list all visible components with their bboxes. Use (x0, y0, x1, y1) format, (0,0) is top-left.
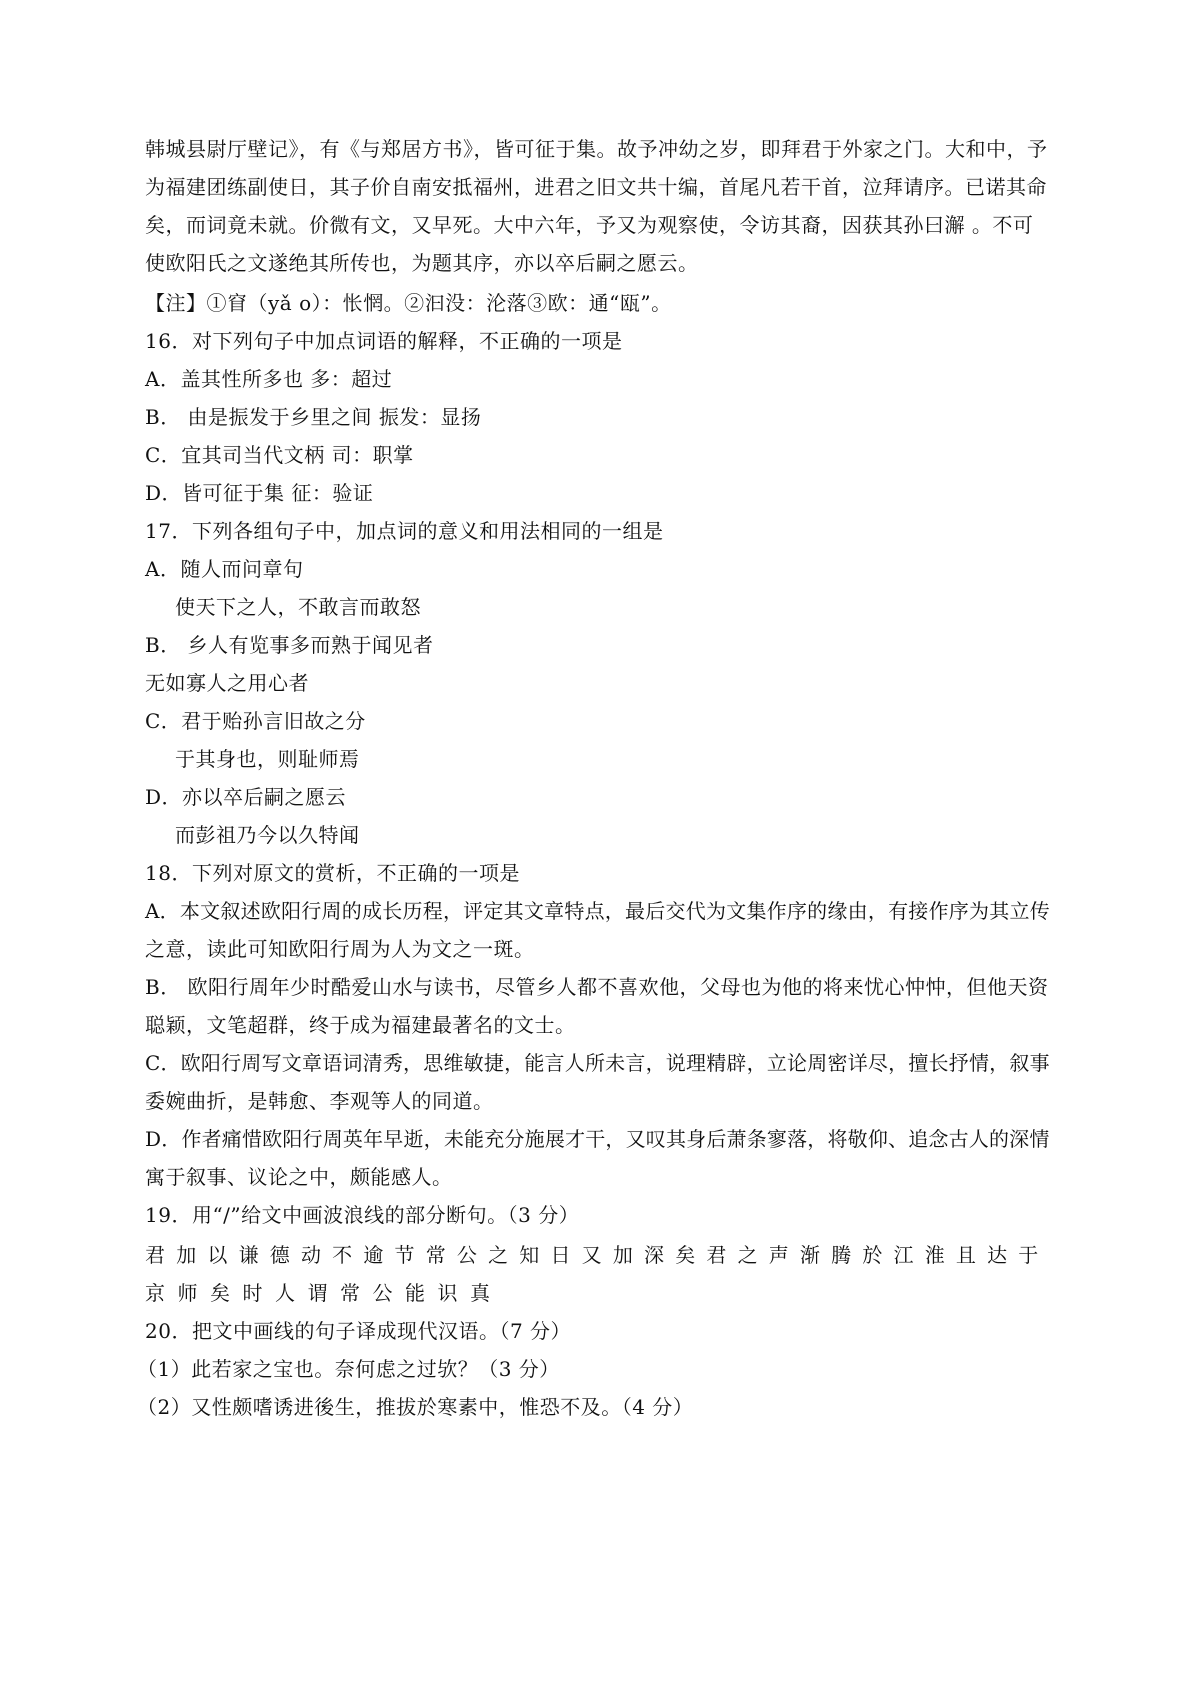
q18-option-d-line1: D．作者痛惜欧阳行周英年早逝，未能充分施展才干，又叹其身后萧条寥落，将敬仰、追念古人的深情 (145, 1127, 1050, 1151)
q19-stem: 19．用“/”给文中画波浪线的部分断句。（3 分） (145, 1203, 580, 1227)
q17-stem: 17．下列各组句子中，加点词的意义和用法相同的一组是 (145, 519, 664, 543)
q16-stem: 16．对下列句子中加点词语的解释，不正确的一项是 (145, 329, 623, 353)
q18-option-b-line1: B． 欧阳行周年少时酷爱山水与读书，尽管乡人都不喜欢他，父母也为他的将来忧心忡忡，但他天资 (145, 975, 1049, 999)
annotation-note: 【注】①窅（yǎ o）：怅惘。②汩没：沦落③欧：通“瓯”。 (145, 291, 672, 315)
q20-sentence-2: （2）又性颇嗜诱进後生，推拔於寒素中，惟恐不及。（4 分） (137, 1395, 694, 1419)
passage-line-3: 矣，而词竟未就。价微有文，又早死。大中六年，予又为观察使，令访其裔，因获其孙曰澥 。不可 (145, 213, 1034, 237)
passage-line-4: 使欧阳氏之文遂绝其所传也，为题其序，亦以卒后嗣之愿云。 (145, 251, 699, 275)
q18-option-d-line2: 寓于叙事、议论之中，颇能感人。 (145, 1165, 453, 1189)
q17-option-a-line2: 使天下之人，不敢言而敢怒 (175, 595, 421, 619)
q17-option-c-line1: C．君于贻孙言旧故之分 (145, 709, 366, 733)
q18-option-c-line1: C．欧阳行周写文章语词清秀，思维敏捷，能言人所未言，说理精辟，立论周密详尽，擅长抒情，叙事 (145, 1051, 1050, 1075)
q17-option-d-line1: D．亦以卒后嗣之愿云 (145, 785, 347, 809)
passage-line-1: 韩城县尉厅壁记》，有《与郑居方书》，皆可征于集。故予冲幼之岁，即拜君于外家之门。大和中，予 (145, 137, 1048, 161)
q16-option-c: C．宜其司当代文柄 司：职掌 (145, 443, 414, 467)
q17-option-b-line1: B． 乡人有览事多而熟于闻见者 (145, 633, 434, 657)
q18-option-a-line1: A．本文叙述欧阳行周的成长历程，评定其文章特点，最后交代为文集作序的缘由，有接作序为其立传 (145, 899, 1050, 923)
q16-option-a: A．盖其性所多也 多：超过 (145, 367, 393, 391)
q17-option-c-line2: 于其身也，则耻师焉 (175, 747, 360, 771)
passage-line-2: 为福建团练副使日，其子价自南安抵福州，进君之旧文共十编，首尾凡若干首，泣拜请序。已诺其命 (145, 175, 1047, 199)
q16-option-d: D．皆可征于集 征：验证 (145, 481, 374, 505)
q19-passage-line1: 君加以谦德动不逾节常公之知日又加深矣君之声渐腾於江淮且达于 (145, 1243, 1050, 1267)
q20-stem: 20．把文中画线的句子译成现代汉语。（7 分） (145, 1319, 572, 1343)
q18-option-b-line2: 聪颖，文笔超群，终于成为福建最著名的文士。 (145, 1013, 576, 1037)
q18-option-a-line2: 之意，读此可知欧阳行周为人为文之一斑。 (145, 937, 535, 961)
q17-option-d-line2: 而彭祖乃今以久特闻 (175, 823, 360, 847)
q17-option-a-line1: A．随人而问章句 (145, 557, 304, 581)
q19-passage-line2: 京师矣时人谓常公能识真 (145, 1281, 503, 1305)
q17-option-b-line2: 无如寡人之用心者 (145, 671, 309, 695)
q20-sentence-1: （1）此若家之宝也。奈何虑之过欤？（3 分） (137, 1357, 560, 1381)
q16-option-b: B． 由是振发于乡里之间 振发：显扬 (145, 405, 482, 429)
q18-option-c-line2: 委婉曲折，是韩愈、李观等人的同道。 (145, 1089, 494, 1113)
q18-stem: 18．下列对原文的赏析，不正确的一项是 (145, 861, 520, 885)
